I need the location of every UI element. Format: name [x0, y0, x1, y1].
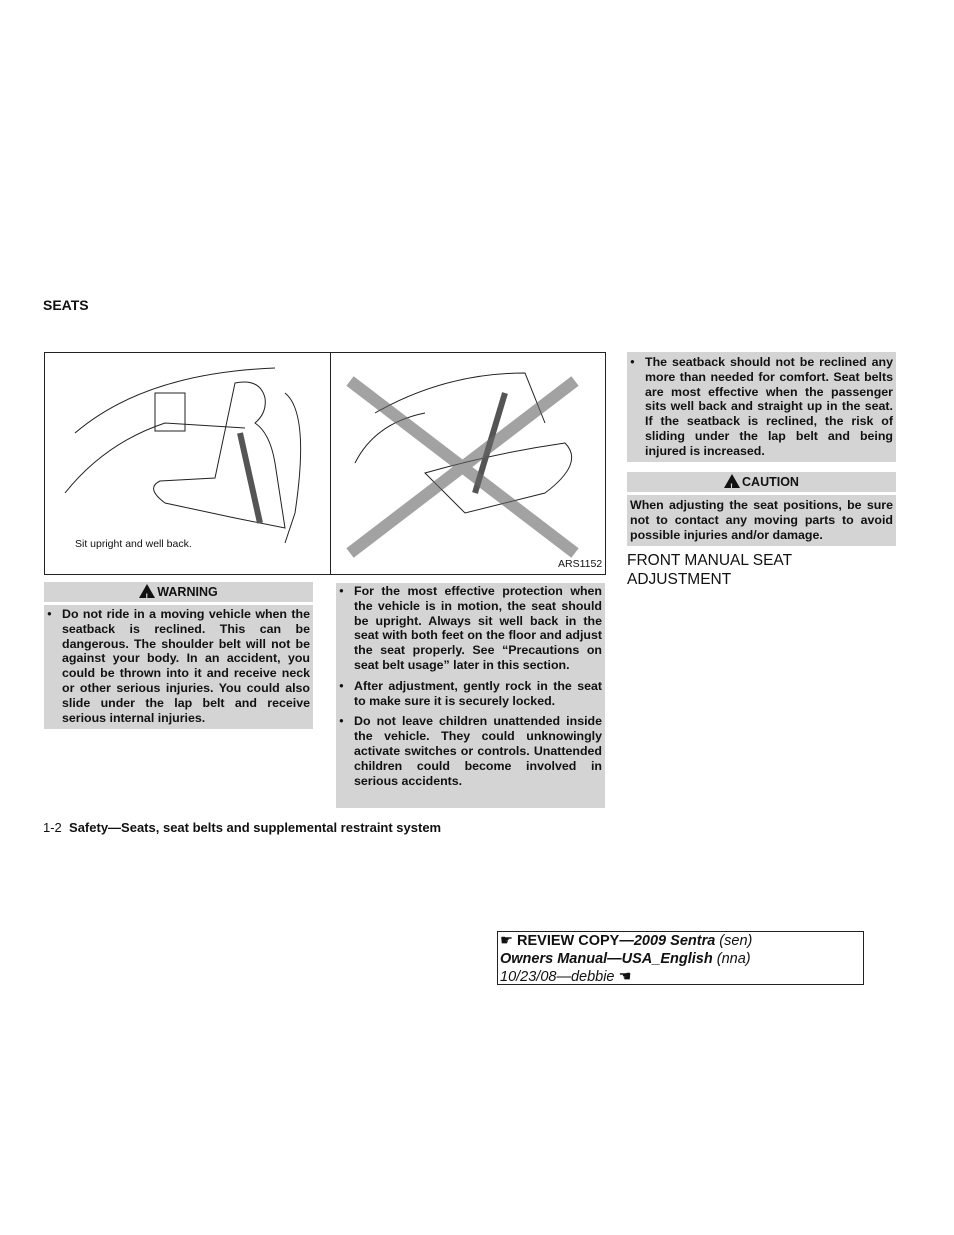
manual-name: Owners Manual—USA_English: [500, 951, 713, 967]
list-item: ● Do not leave children unattended inside the vehicle. They could unknowingly activate switches or controls. Unattended children could become involved in serious accidents.: [336, 714, 602, 788]
pointing-hand-left-icon: ☚: [618, 969, 632, 985]
subsection-heading: FRONT MANUAL SEAT ADJUSTMENT: [627, 552, 792, 588]
review-label: REVIEW COPY—: [517, 933, 634, 949]
page-footer: [43, 820, 441, 835]
figure-code: ARS1152: [558, 558, 603, 570]
recline-note: [627, 352, 896, 462]
warning-header: [44, 582, 313, 602]
section-title: SEATS: [43, 297, 89, 313]
seat-safety-list: [336, 583, 605, 808]
review-date: 10/23/08—debbie: [500, 969, 615, 985]
review-copy-stamp: [497, 931, 864, 985]
caution-body: When adjusting the seat positions, be sure not to contact any moving parts to avoid possible injuries and/or damage.: [627, 495, 896, 546]
pointing-hand-icon: ☛: [500, 933, 513, 949]
seating-illustration: [44, 352, 606, 575]
warning-bullet: ● Do not ride in a moving vehicle when the seatback is reclined. This can be dangerous. The shoulder belt will not be against your body. In an accident, you could be thrown into it and receive neck or other serious injuries. You could also slide under the lap belt and receive serious internal injuries.: [44, 607, 310, 725]
chapter-title: Safety—Seats, seat belts and supplemental restraint system: [69, 820, 442, 835]
caution-header: [627, 472, 896, 492]
caution-label: CAUTION: [742, 475, 799, 489]
page-number: 1-2: [43, 820, 62, 835]
figure-caption: Sit upright and well back.: [75, 538, 192, 550]
list-item: ● For the most effective protection when the vehicle is in motion, the seat should be upright. Always sit well back in the seat with both feet on the floor and adjust the seat properly. See “Precautions on seat belt usage” later in this section.: [336, 584, 602, 673]
warning-triangle-icon: [139, 584, 155, 598]
list-item: ● The seatback should not be reclined any more than needed for comfort. Seat belts are most effective when the passenger sits well back and straight up in the seat. If the seatback is reclined, the risk of sliding under the lap belt and being injured is increased.: [627, 355, 893, 459]
model-code: (sen): [715, 933, 753, 949]
model: 2009 Sentra: [633, 933, 716, 949]
warning-label: WARNING: [157, 585, 218, 599]
warning-body: [44, 605, 313, 729]
list-item: ● After adjustment, gently rock in the seat to make sure it is securely locked.: [336, 679, 602, 709]
manual-code: (nna): [712, 951, 751, 967]
warning-triangle-icon: [724, 474, 740, 488]
